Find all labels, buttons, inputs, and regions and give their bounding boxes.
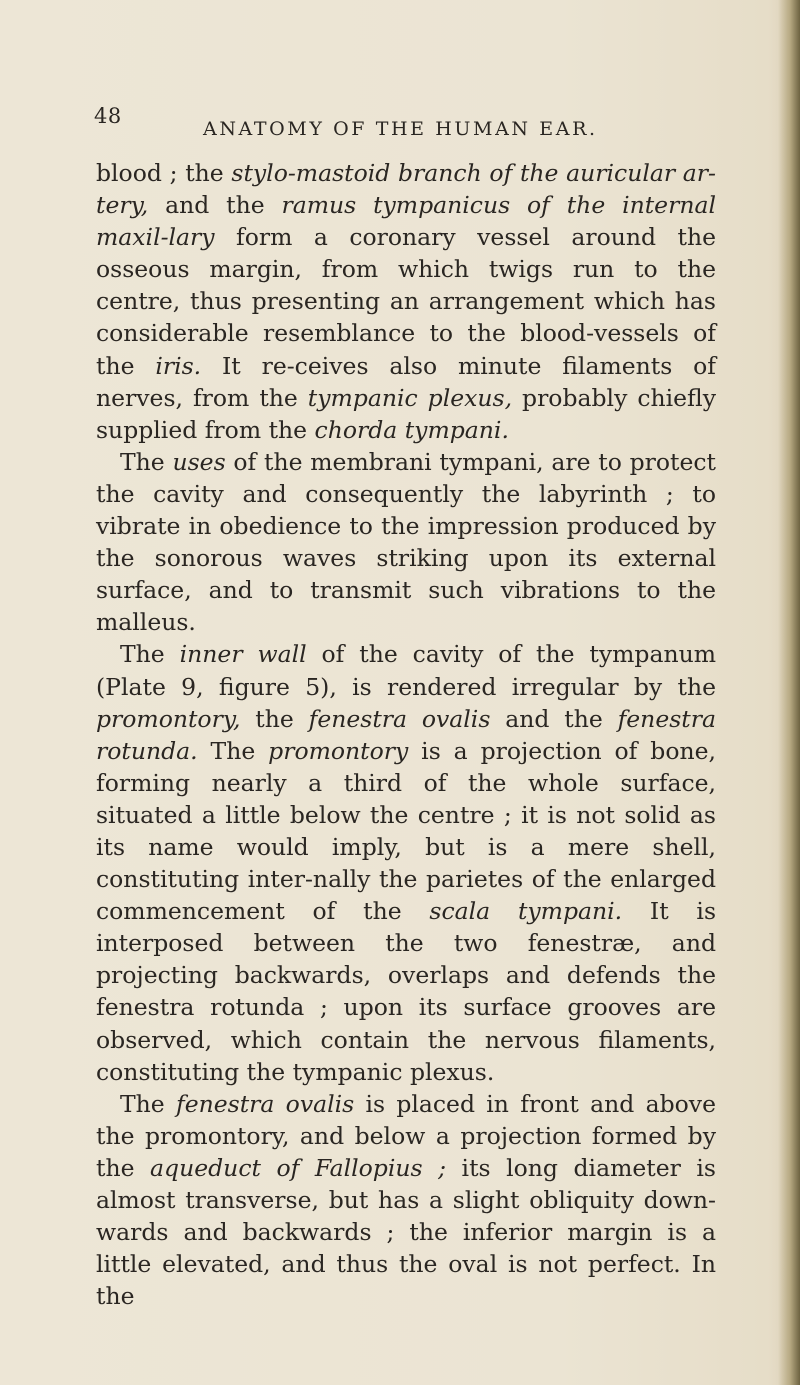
body-text: [96, 157, 716, 1312]
text-run: and the: [148, 191, 282, 220]
italic-term: ramus tympanicus of the internal maxil-lary: [96, 191, 716, 252]
text-run: blood ; the: [96, 159, 232, 187]
italic-term: promontory,: [96, 704, 241, 733]
italic-term: aqueduct of Fallopius ;: [150, 1153, 446, 1182]
text-run: The: [120, 447, 173, 476]
text-run: of the cavity of the tympanum (Plate 9, figure 5), is rendered irregular by the: [96, 640, 717, 701]
text-run: The: [120, 1089, 176, 1118]
italic-term: fenestra ovalis: [176, 1089, 355, 1118]
page-edge-shadow: [778, 0, 800, 1385]
text-run: It is interposed between the two fenestræ, and projecting backwards, overlaps and defends the fenestra rotunda ; upon its surface grooves are observed, which contain the nervous filaments, constituting the tympanic plexus.: [96, 897, 716, 1086]
paragraph-3: [96, 638, 716, 1087]
italic-term: chorda tympani.: [314, 415, 509, 444]
italic-term: uses: [172, 447, 226, 476]
text-run: the: [240, 704, 309, 733]
text-run: is a projection of bone, forming nearly a third of the whole surface, situated a little below the centre ; it is not solid as its name would imply, but is a mere shell, constituting inter-nally the parietes of the enlarged commencement of the: [96, 736, 716, 926]
text-run: The: [120, 640, 180, 669]
text-run: form a coronary vessel around the osseous margin, from which twigs run to the centre, thus presenting an arrangement which has considerable resemblance to the blood-vessels of the: [96, 223, 716, 380]
italic-term: promontory: [268, 736, 409, 765]
page-header: [94, 104, 614, 144]
paragraph-2: [96, 446, 716, 639]
italic-term: iris.: [155, 351, 202, 380]
text-run: The: [197, 736, 269, 765]
paragraph-1: [96, 157, 716, 446]
italic-term: fenestra rotunda.: [96, 704, 716, 765]
paragraph-4: [96, 1088, 716, 1313]
italic-term: scala tympani.: [429, 897, 623, 926]
running-title: ANATOMY OF THE HUMAN EAR.: [203, 118, 598, 140]
italic-term: stylo-mastoid branch of the auricular ar-tery,: [96, 159, 716, 220]
text-run: its long diameter is almost transverse, but has a slight obliquity down-wards and backwards ; the inferior margin is a little elevated, and thus the oval is not perfect. In the: [96, 1153, 716, 1311]
text-run: is placed in front and above the promontory, and below a projection formed by the: [96, 1089, 716, 1182]
italic-term: fenestra ovalis: [308, 704, 491, 733]
page-number: 48: [94, 104, 122, 128]
text-run: of the membrani tympani, are to protect the cavity and consequently the labyrinth ; to vibrate in obedience to the impression produced by the sonorous waves striking upon its external surface, and to transmit such vibrations to the malleus.: [96, 447, 717, 637]
text-run: It re-ceives also minute filaments of nerves, from the: [96, 351, 716, 412]
text-run: probably chiefly supplied from the: [96, 383, 716, 444]
italic-term: inner wall: [179, 640, 307, 669]
text-run: and the: [490, 704, 618, 733]
italic-term: tympanic plexus,: [307, 383, 513, 412]
